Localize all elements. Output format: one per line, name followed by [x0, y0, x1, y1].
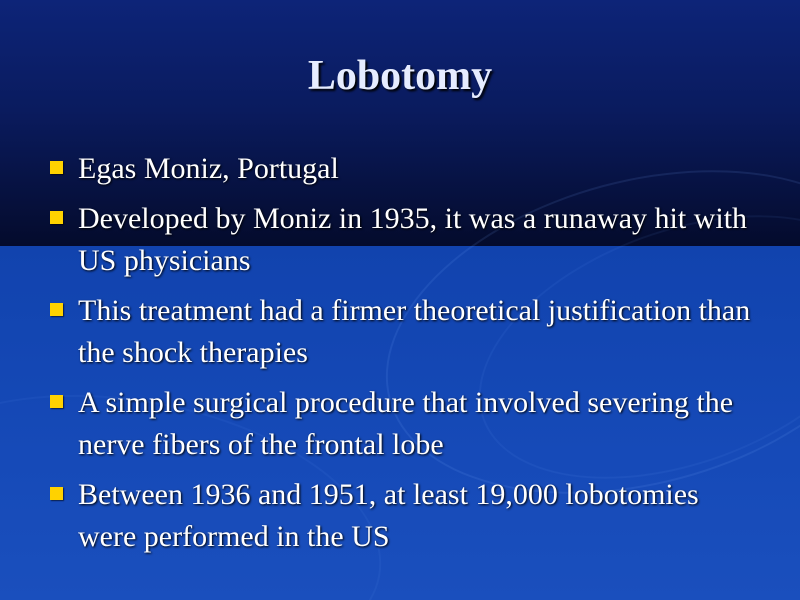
- square-bullet-icon: [50, 211, 63, 224]
- bullet-text: Developed by Moniz in 1935, it was a runaway hit with US physicians: [78, 202, 748, 277]
- bullet-text: A simple surgical procedure that involved severing the nerve fibers of the frontal lobe: [78, 386, 734, 461]
- bullet-text: Between 1936 and 1951, at least 19,000 lobotomies were performed in the US: [78, 478, 699, 553]
- square-bullet-icon: [50, 487, 63, 500]
- bullet-item: [44, 290, 764, 374]
- slide-title: Lobotomy: [307, 53, 493, 99]
- square-bullet-icon: [50, 161, 63, 174]
- bullet-item: [44, 474, 764, 558]
- bullet-item: [44, 198, 764, 282]
- bullet-item: [44, 148, 764, 190]
- square-bullet-icon: [50, 395, 63, 408]
- square-bullet-icon: [50, 303, 63, 316]
- bullet-text: This treatment had a firmer theoretical justification than the shock therapies: [78, 294, 751, 369]
- bullet-item: [44, 382, 764, 466]
- bullet-list: [44, 148, 764, 566]
- bullet-text: Egas Moniz, Portugal: [78, 152, 339, 185]
